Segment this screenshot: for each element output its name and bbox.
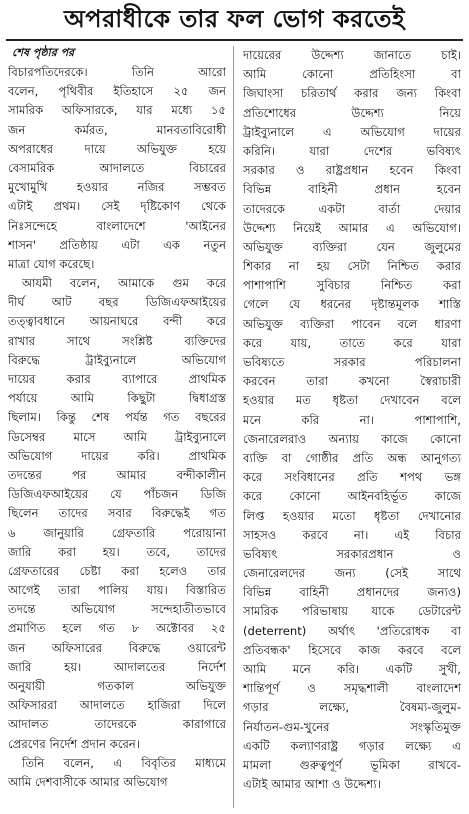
text-line: (deterrent) অর্থাৎ 'প্রতিরোধক বা — [243, 623, 461, 638]
text-line: শান্তিপূর্ণ ও সমৃদ্ধশালী বাংলাদেশ — [243, 681, 461, 696]
text-line: আমি দেশবাসীকে আমার অভিযোগ — [8, 774, 168, 789]
text-line: তিনি বলেন, এ বিবৃতির মাধ্যমে — [22, 755, 226, 770]
text-line: ছিলেন তাদের সবার বিরুদ্ধেই গত — [8, 506, 226, 521]
text-line: একটি কল্যাণরাষ্ট্র গড়ার লক্ষ্যে এ — [243, 738, 461, 753]
text-line: তাদেরকে একটা বার্তা দেয়ার — [243, 201, 461, 216]
text-line: তদন্তের পর আমার বন্দীকালীন — [8, 467, 226, 482]
text-line: অভিযুক্ত ব্যক্তিরা যেন জুলুমের — [243, 239, 461, 254]
text-line: উদ্দেশ্য নিয়েই আমার এ অভিযোগ। — [243, 220, 461, 235]
text-line: শিকার না হয় সেটা নিশ্চিত করার — [243, 259, 461, 274]
text-line: দায়েরের উদ্দেশ্য জানাতে চাই। — [243, 48, 461, 62]
text-line: পাশাপাশি সুবিচার নিশ্চিত করা — [243, 278, 461, 293]
text-line: জেনারেলদের জন্য (সেই সাথে — [243, 566, 461, 581]
text-line: পর্যায়ে আমি কিছুটা দ্বিধাগ্রস্ত — [8, 391, 226, 406]
text-line: অভিযুক্ত ব্যক্তিরা পাবেন বলে ধারণা — [243, 316, 461, 331]
text-line: ট্রাইব্যুনালে এ অভিযোগ দায়ের — [243, 124, 461, 139]
text-line: ভবিষ্যতে সরকার পরিচালনা — [243, 355, 461, 369]
text-line: সরকার ও রাষ্ট্রপ্রধান হবেন কিংবা — [243, 163, 461, 178]
text-line: জারি হয়। আদালতের নির্দেশ — [8, 659, 226, 674]
left-column — [8, 46, 226, 792]
text-line: অনুযায়ী গতকাল অভিযুক্ত — [8, 679, 226, 693]
continuation-label: শেষ পৃষ্ঠার পর — [12, 46, 75, 59]
text-line: ছিলাম। কিন্তু শেষ পর্যন্ত গত বছরের — [8, 410, 226, 425]
headline: অপরাধীকে তার ফল ভোগ করতেই — [64, 5, 405, 33]
text-line: হওয়ার মত ধৃষ্টতা দেখাবেন বলে — [243, 393, 461, 408]
text-line: সাহসও করবে না। এই বিচার — [243, 527, 461, 542]
text-line: তত্ত্বাবধানে আয়নাঘরে বন্দী করে — [8, 314, 226, 329]
text-line: আগেই তারা পালিয় যায়। বিস্তারিত — [8, 583, 226, 598]
text-line: নিঃসন্দেহে বাংলাদেশে 'আইনের — [8, 218, 226, 233]
text-line: ব্যক্তি বা গোষ্ঠীর প্রতি অন্ধ আনুগত্য — [243, 450, 461, 465]
text-line: জিঘাংসা চরিতার্থ করার জন্য কিংবা — [243, 86, 461, 101]
text-line: ডিসেম্বর মাসে আমি ট্রাইব্যুনালে — [8, 429, 226, 444]
text-line: বিরুদ্ধে ট্রাইব্যুনালে অভিযোগ — [8, 352, 226, 367]
right-column — [243, 46, 461, 794]
text-line: সামরিক পরিভাষায় যাকে ডেটারেন্ট — [243, 604, 461, 619]
text-line: গ্রেফতারের চেষ্টা করা হলেও তার — [8, 563, 226, 578]
text-line: প্রতিশোধের উদ্দেশ্য নিয়ে — [243, 105, 461, 120]
text-line: মনে করি না। পাশাপাশি, — [243, 412, 461, 427]
text-line: করিনি। যারা দেশের ভবিষ্যৎ — [243, 143, 461, 158]
left-column-body — [8, 63, 226, 792]
text-line: করে কোনো আইনবহির্ভূত কাজে — [243, 489, 461, 504]
text-line: লিপ্ত হওয়ার মতো ধৃষ্টতা দেখানোর — [243, 508, 461, 523]
text-line: শাসন' প্রতিষ্ঠায় এটা এক নতুন — [8, 237, 226, 252]
text-line: জন কর্মরত, মানবতাবিরোধী — [8, 122, 226, 137]
text-line: এটাই আমার আশা ও উদ্দেশ্য। — [243, 777, 381, 792]
text-line: বিভিন্ন বাহিনী প্রধানদের জন্যও) — [243, 585, 461, 600]
text-line: গেলে যে ধরনের দৃষ্টান্তমূলক শাস্তি — [243, 297, 461, 312]
text-line: এটাই প্রথম। সেই দৃষ্টিকোণ থেকে — [8, 199, 226, 214]
text-line: অপরাধের দায়ে অভিযুক্ত হয়ে — [8, 141, 226, 156]
text-line: আদালত তাদেরকে কারাগারে — [8, 717, 226, 732]
text-line: আযমী বলেন, আমাকে গুম করে — [22, 276, 226, 291]
headline-rule — [6, 39, 463, 41]
text-line: প্রতিবন্ধক' হিসেবে কাজ করবে বলে — [243, 642, 461, 657]
text-line: বিচারপতিদেরকে। তিনি আরো — [8, 65, 226, 79]
text-line: আমি কোনো প্রতিহিংসা বা — [243, 67, 461, 82]
text-line: নির্যাতন-গুম-খুনের সংস্কৃতিমুক্ত — [243, 719, 461, 734]
text-line: অফিসাররা আদালতে হাজিরা দিলে — [8, 698, 226, 713]
text-line: করবেন তারা কখনো স্বৈরাচারী — [243, 374, 461, 389]
text-line: আমি মনে করি। একটি সুখী, — [243, 662, 461, 676]
text-line: রাখার সাথে সংশ্লিষ্ট ব্যক্তিদের — [8, 333, 226, 348]
column-divider — [233, 46, 234, 808]
text-line: অভিযোগ দায়ের করি। প্রাথমিক — [8, 448, 226, 463]
text-line: গড়ার লক্ষ্যে, বৈষম্য-জুলুম- — [243, 700, 461, 715]
text-line: ৬ জানুয়ারি গ্রেফতারি পরোয়ানা — [8, 525, 226, 540]
text-line: বিভিন্ন বাহিনী প্রধান হবেন — [243, 182, 461, 197]
text-line: সামরিক অফিসারকে, যার মধ্যে ১৫ — [8, 103, 226, 118]
text-line: মামলা গুরুত্বপূর্ণ ভূমিকা রাখবে- — [243, 757, 461, 772]
text-line: বলেন, পৃথিবীর ইতিহাসে ২৫ জন — [8, 84, 226, 99]
text-line: প্রমাণিত হলে গত ৮ অক্টোবর ২৫ — [8, 621, 226, 636]
text-line: করে সংবিধানের প্রতি শপথ ভঙ্গ — [243, 470, 461, 485]
text-line: দীর্ঘ আট বছর ডিজিএফআইয়ের — [8, 295, 226, 310]
text-line: প্রেরণের নির্দেশ প্রদান করেন। — [8, 736, 140, 751]
text-line: দায়ের করার ব্যাপারে প্রাথমিক — [8, 372, 226, 386]
text-line: তদন্তে অভিযোগ সন্দেহাতীতভাবে — [8, 602, 226, 617]
text-line: জন অফিসারের বিরুদ্ধে ওয়ারেন্ট — [8, 640, 226, 655]
text-line: করে যায়, তাতে করে যারা — [243, 335, 461, 350]
text-line: ভবিষ্যৎ সরকারপ্রধান ও — [243, 546, 461, 561]
text-line: মুখোমুখি হওয়ার নজির সম্ভবত — [8, 180, 226, 195]
text-line: ডিজিএফআইয়ের যে পাঁচজন ডিজি — [8, 487, 226, 502]
text-line: জারি করা হয়। তবে, তাদের — [8, 544, 226, 559]
right-column-body — [243, 46, 461, 794]
text-line: জেনারেলরাও অন্যায় কাজে কোনো — [243, 431, 461, 446]
text-line: মাত্রা যোগ করেছে। — [8, 256, 95, 271]
text-line: বেসামরিক আদালতে বিচারের — [8, 160, 226, 175]
